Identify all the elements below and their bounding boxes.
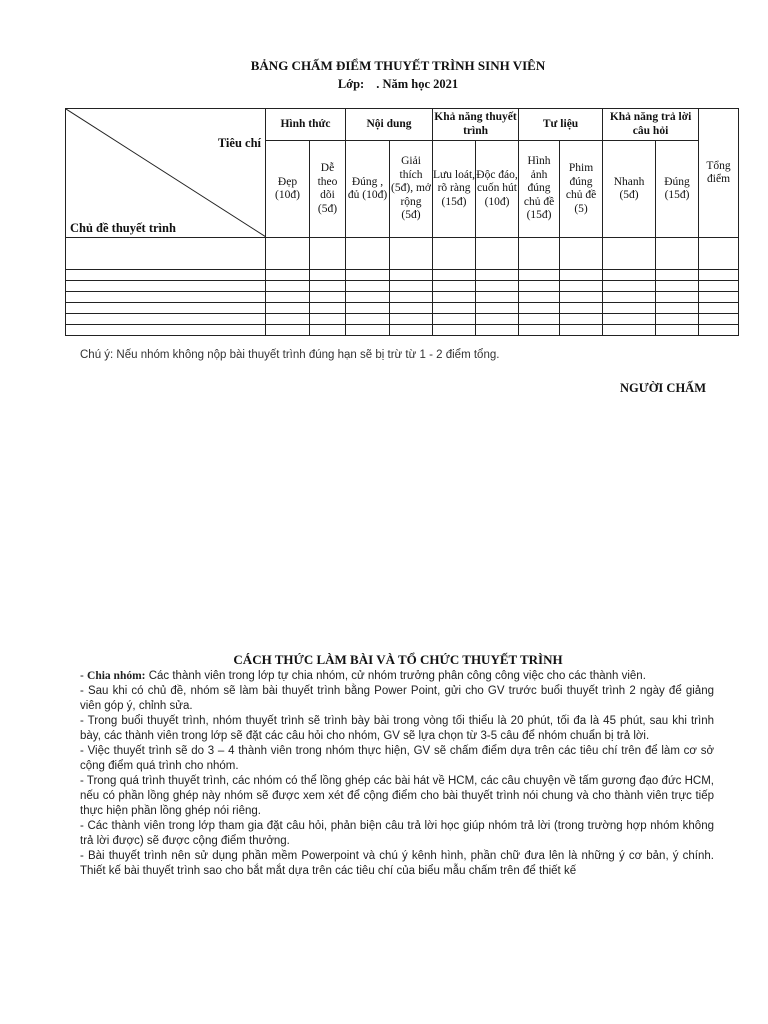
diagonal-line <box>66 109 266 237</box>
instructions-title: CÁCH THỨC LÀM BÀI VÀ TỔ CHỨC THUYẾT TRÌNH <box>233 652 563 667</box>
criterion-header: Đẹp (10đ) <box>266 141 310 238</box>
table-row <box>66 314 739 325</box>
page-title: BẢNG CHẤM ĐIỂM THUYẾT TRÌNH SINH VIÊN <box>250 58 546 73</box>
scoring-table <box>65 108 739 336</box>
group-header: Khả năng thuyết trình <box>433 109 519 141</box>
year-label: . Năm học 2021 <box>376 77 459 91</box>
criterion-header: Đúng , đủ (10đ) <box>346 141 390 238</box>
criterion-header: Lưu loát, rõ ràng (15đ) <box>433 141 476 238</box>
table-row <box>66 325 739 336</box>
criterion-header: Giải thích (5đ), mở rộng (5đ) <box>390 141 433 238</box>
instruction-paragraph: - Trong quá trình thuyết trình, các nhóm có thể lồng ghép các bài hát về HCM, các câu chuyện về tấm gương đạo đức HCM, nếu có phần lồng ghép này nhóm sẽ được xem xét để cộng điểm cho bài thuyết trình nói chung và cho thành viên trực tiếp thực hiện phần lồng ghép nói riêng. <box>80 775 714 817</box>
deadline-note: Chú ý: Nếu nhóm không nộp bài thuyết trình đúng hạn sẽ bị trừ từ 1 - 2 điểm tổng. <box>80 349 500 361</box>
criterion-header: Hình ảnh đúng chủ đề (15đ) <box>519 141 560 238</box>
criterion-header: Dễ theo dõi (5đ) <box>310 141 346 238</box>
table-row <box>66 238 739 270</box>
group-header: Tư liệu <box>519 109 603 141</box>
instruction-paragraph: - Chia nhóm: Các thành viên trong lớp tự chia nhóm, cử nhóm trưởng phân công công việc cho các thành viên. <box>80 670 646 682</box>
table-row <box>66 270 739 281</box>
table-row <box>66 281 739 292</box>
instruction-paragraph: - Việc thuyết trình sẽ do 3 – 4 thành viên trong nhóm thực hiện, GV sẽ chấm điểm dựa trên các tiêu chí trên để làm cơ sở cộng điểm quá trình cho nhóm. <box>80 745 714 772</box>
table-row <box>66 303 739 314</box>
criterion-header: Phim đúng chủ đề (5) <box>560 141 603 238</box>
group-header: Khả năng trả lời câu hỏi <box>603 109 699 141</box>
group-text: Các thành viên trong lớp tự chia nhóm, cử nhóm trưởng phân công công việc cho các thành viên. <box>145 670 646 682</box>
grader-signature-label: NGƯỜI CHẤM <box>620 381 706 395</box>
criteria-label: Tiêu chí <box>217 136 261 150</box>
criterion-header: Độc đáo, cuốn hút (10đ) <box>476 141 519 238</box>
instruction-paragraph: - Sau khi có chủ đề, nhóm sẽ làm bài thuyết trình bằng Power Point, gửi cho GV trước buổi thuyết trình 2 ngày để giảng viên góp ý, chỉnh sửa. <box>80 685 714 712</box>
criterion-header: Đúng (15đ) <box>656 141 699 238</box>
table-row <box>66 292 739 303</box>
criterion-header: Nhanh (5đ) <box>603 141 656 238</box>
topic-label: Chủ đề thuyết trình <box>70 220 176 235</box>
class-label: Lớp: <box>337 77 365 91</box>
group-header: Nội dung <box>346 109 433 141</box>
class-year-line <box>0 77 768 92</box>
group-label: Chia nhóm: <box>87 670 146 682</box>
instruction-paragraph: - Trong buổi thuyết trình, nhóm thuyết trình sẽ trình bày bài trong vòng tối thiểu là 20 phút, tối đa là 45 phút, sau khi trình bày, các thành viên trong lớp sẽ đặt các câu hỏi cho nhóm, GV sẽ lựa chọn từ 3-5 câu để nhóm chuẩn bị trả lời. <box>80 715 714 742</box>
instruction-paragraph: - Bài thuyết trình nên sử dụng phần mềm Powerpoint và chú ý kênh hình, phần chữ đưa lên là những ý cơ bản, ý chính. Thiết kế bài thuyết trình sao cho bắt mắt dựa trên các tiêu chí của biểu mẫu chấm trên để thiết kế <box>80 850 714 877</box>
group-header: Hình thức <box>266 109 346 141</box>
corner-header-cell <box>66 109 266 238</box>
instruction-paragraph: - Các thành viên trong lớp tham gia đặt câu hỏi, phản biện câu trả lời học giúp nhóm trả lời (trong trường hợp nhóm không trả lời được) sẽ được cộng điểm thưởng. <box>80 820 714 847</box>
total-score-header: Tổng điểm <box>699 109 739 238</box>
instructions-body <box>80 669 714 879</box>
